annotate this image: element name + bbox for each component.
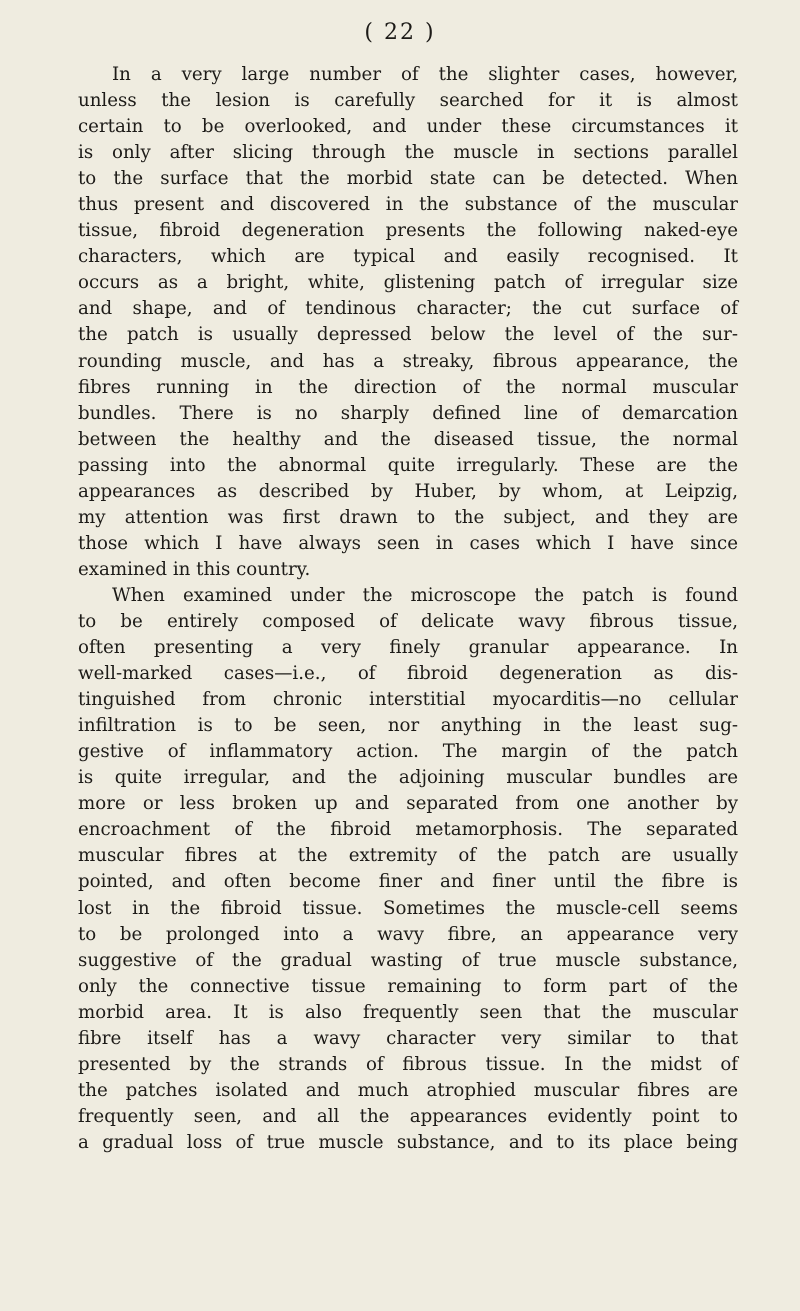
text-line: and shape, and of tendinous character; the cut surface of [78, 298, 738, 320]
text-line: bundles. There is no sharply defined line of demarcation [78, 402, 738, 424]
text-line: lost in the fibroid tissue. Sometimes the muscle-cell seems [78, 897, 738, 919]
text-line: to the surface that the morbid state can be detected. When [78, 168, 738, 190]
text-line: presented by the strands of fibrous tissue. In the midst of [78, 1053, 738, 1075]
text-line: between the healthy and the diseased tissue, the normal [78, 428, 738, 450]
text-line: In a very large number of the slighter cases, however, [112, 64, 738, 85]
body-text [78, 62, 738, 1156]
text-line: the patch is usually depressed below the level of the sur- [78, 324, 738, 346]
text-line: a gradual loss of true muscle substance, and to its place being [78, 1131, 738, 1153]
text-line: rounding muscle, and has a streaky, fibrous appearance, the [78, 350, 738, 372]
text-line: only the connective tissue remaining to form part of the [78, 975, 738, 997]
text-line: fibre itself has a wavy character very similar to that [78, 1027, 738, 1049]
text-line: my attention was first drawn to the subject, and they are [78, 506, 738, 528]
text-line: encroachment of the fibroid metamorphosis. The separated [78, 819, 738, 841]
text-line: to be entirely composed of delicate wavy fibrous tissue, [78, 610, 738, 632]
text-line: When examined under the microscope the patch is found [112, 584, 738, 606]
text-line: more or less broken up and separated from one another by [78, 793, 738, 815]
text-line: tinguished from chronic interstitial myocarditis—no cellular [78, 689, 738, 711]
text-line: appearances as described by Huber, by whom, at Leipzig, [78, 480, 738, 502]
text-line: morbid area. It is also frequently seen that the muscular [78, 1001, 738, 1023]
text-line: unless the lesion is carefully searched for it is almost [78, 90, 738, 112]
text-line: frequently seen, and all the appearances evidently point to [78, 1105, 738, 1127]
text-line: fibres running in the direction of the normal muscular [78, 376, 738, 398]
text-line: examined in this country. [78, 558, 311, 580]
text-line: tissue, fibroid degeneration presents the following naked-eye [78, 220, 738, 242]
text-line: is quite irregular, and the adjoining muscular bundles are [78, 767, 738, 789]
text-line: gestive of inflammatory action. The margin of the patch [78, 741, 738, 763]
text-line: those which I have always seen in cases which I have since [78, 532, 738, 554]
text-line: is only after slicing through the muscle in sections parallel [78, 142, 738, 164]
text-line: characters, which are typical and easily recognised. It [78, 246, 738, 268]
text-line: pointed, and often become finer and finer until the fibre is [78, 871, 738, 893]
text-line: to be prolonged into a wavy fibre, an appearance very [78, 923, 738, 945]
text-line: thus present and discovered in the substance of the muscular [78, 194, 738, 216]
text-line: the patches isolated and much atrophied muscular fibres are [78, 1079, 738, 1101]
text-line: suggestive of the gradual wasting of true muscle substance, [78, 949, 738, 971]
page-number: ( 22 ) [364, 20, 436, 45]
text-line: well-marked cases—i.e., of fibroid degeneration as dis- [78, 663, 738, 685]
text-line: muscular fibres at the extremity of the patch are usually [78, 845, 738, 867]
text-line: infiltration is to be seen, nor anything in the least sug- [78, 715, 738, 737]
text-line: certain to be overlooked, and under these circumstances it [78, 116, 738, 138]
text-line: passing into the abnormal quite irregularly. These are the [78, 454, 738, 476]
text-line: occurs as a bright, white, glistening patch of irregular size [78, 272, 738, 294]
text-line: often presenting a very finely granular appearance. In [78, 637, 738, 659]
